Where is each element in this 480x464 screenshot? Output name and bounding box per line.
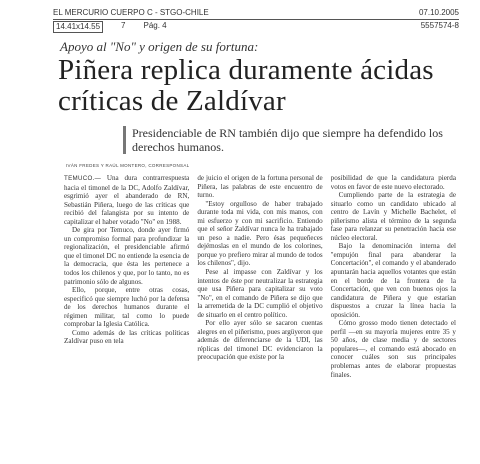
article-kicker: Apoyo al "No" y origen de su fortuna:	[60, 39, 259, 54]
slug-row-bottom	[53, 20, 459, 33]
paragraph: posibilidad de que la candidatura pierda votos en favor de este nuevo electorado.	[330, 174, 456, 191]
body-column-2	[197, 174, 322, 436]
article-headline: Piñera replica duramente ácidas críticas de Zaldívar	[58, 54, 434, 117]
article-deck: Presidenciable de RN también dijo que siempre ha defendido los derechos humanos.	[123, 126, 462, 154]
clipping-date: 07.10.2005	[418, 8, 459, 17]
clipping-code: 5557574-8	[420, 21, 459, 30]
paragraph: Cumpliendo parte de la estrategia de situarlo como un candidato ubicado al centro de Lavín y Michelle Bachelet, el piñerismo alista el término de la segunda fase para relanzar su penetración hacia ese núcleo electoral.	[330, 191, 456, 242]
article-byline: IVÁN FREDES Y RAÚL MONTERO, CORRESPONSAL	[66, 163, 190, 168]
paper-section: EL MERCURIO CUERPO C - STGO-CHILE	[53, 8, 209, 17]
dateline: TEMUCO.—	[64, 175, 102, 182]
clipping-slug	[53, 8, 459, 33]
paragraph: Por ello ayer sólo se sacaron cuentas alegres en el piñerismo, pues argüyeron que además de diferenciarse de la UDI, las réplicas del timonel DC evidenciaron la preocupación que existe por la	[197, 319, 323, 362]
edition-number: 7	[121, 21, 126, 30]
body-column-3	[331, 174, 456, 436]
body-column-1	[64, 174, 189, 436]
time-range: 14.41x14.55	[53, 21, 103, 33]
paragraph: Bajo la denominación interna del "empujón final para abanderar la Concertación", el comando y el abanderado apuntarán hacia aquellos votantes que están en el borde de la frontera de la Concertación, que ven con buenos ojos la candidatura de Piñera y que estarían dispuestos a cruzar la línea hacia la oposición.	[330, 242, 456, 319]
paragraph: Ello, porque, entre otras cosas, especificó que siempre luchó por la defensa de los derechos humanos durante el régimen militar, tal como lo puede comprobar la Iglesia Católica.	[64, 286, 190, 329]
slug-row-top	[53, 8, 459, 20]
article-body	[64, 174, 456, 436]
paragraph: Pese al impasse con Zaldívar y los intentos de éste por neutralizar la estrategia que usa Piñera para capitalizar su voto "No", en el comando de Piñera se dijo que la arremetida de la DC cumplió el objetivo de situarlo en el centro político.	[197, 268, 323, 319]
paragraph: Como además de las críticas políticas Zaldívar puso en tela	[64, 328, 190, 346]
paragraph-text: Una dura contrarrespuesta hacia el timonel de la DC, Adolfo Zaldívar, esgrimió ayer el abanderado de RN, Sebastián Piñera, luego de las críticas que recibió del falangista por su intento de capitalizar el haber votado "No" en 1988.	[64, 174, 190, 226]
paragraph: "Estoy orgulloso de haber trabajado durante toda mi vida, con mis manos, con mi esfuerzo y con mi sacrificio. Entiendo que el señor Zaldívar nunca le ha trabajado un peso a nadie. Pero ésas pequeñeces dejémoslas en el mundo de los colorines, porque yo prefiero mirar al mundo de todos los chilenos", dijo.	[197, 199, 323, 268]
paragraph: de juicio el origen de la fortuna personal de Piñera, las palabras de este encuentro de turno.	[197, 174, 323, 200]
paragraph	[64, 174, 189, 226]
page-number: Pág. 4	[143, 21, 167, 30]
paragraph: De gira por Temuco, donde ayer firmó un compromiso formal para profundizar la regionalización, el presidenciable afirmó que el timonel DC no entiende la esencia de la democracia, que ésta les pertenece a todos los chilenos y que, por lo tanto, no es patrimonio sólo de algunos.	[64, 226, 190, 286]
paragraph: Cómo grosso modo tienen detectado el perfil —en su mayoría mujeres entre 35 y 50 años, de clase media y de sectores populares—, el comando está abocado en conocer cuáles son sus principales problemas antes de elaborar propuestas finales.	[330, 319, 456, 379]
